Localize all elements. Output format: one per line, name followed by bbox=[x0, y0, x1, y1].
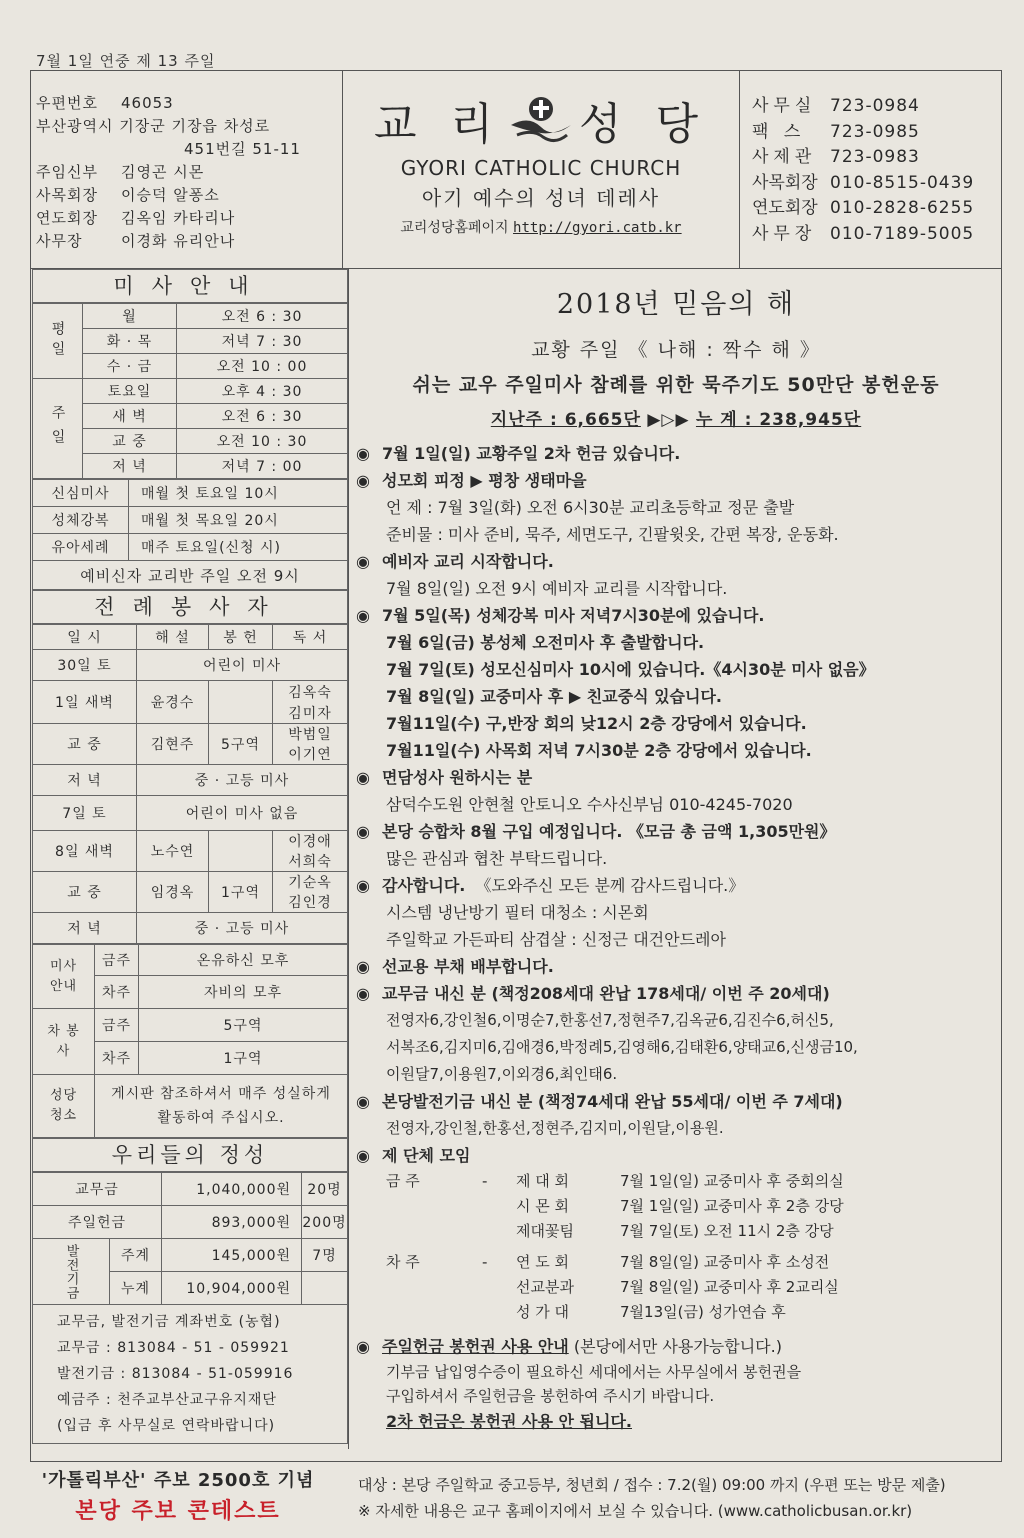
church-logo: 교 리 성 당 bbox=[343, 88, 739, 152]
announcement-item: ◉ 선교용 부채 배부합니다. bbox=[356, 953, 996, 980]
table-row: 김미자 bbox=[33, 702, 348, 724]
announcement-item: ◉ 본당 승합차 8월 구입 예정입니다. 《모금 총 금액 1,305만원》 bbox=[356, 818, 996, 845]
info-row: 451번길 51-11 bbox=[184, 140, 301, 158]
homepage: 교리성당홈페이지 http://gyori.catb.kr bbox=[400, 220, 682, 236]
table-row: 30일 토 어린이 미사 bbox=[33, 650, 348, 681]
contest-banner: '가톨릭부산' 주보 2500호 기념 본당 주보 콘테스트 bbox=[41, 1470, 315, 1524]
table-row: 일 시 해 설 봉 헌 독 서 bbox=[33, 625, 348, 650]
offering-title: 우리들의 정성 bbox=[32, 1138, 348, 1172]
group-meetings: 금 주 - 제 대 회 7월 1일(일) 교중미사 후 중회의실 시 몬 회 7월 1일(일) 교중미사 후 2층 강당 제대꽃팀 7월 7일(토) 오전 11시 2층 강당 차 주 - 연 도 회 7월 8일(일) 교중미사 후 소성전 선교분과 7월 8일(일) 교중미사 후 2교리실 성 가 대 7월13일(금) 성가연습 후 bbox=[386, 1172, 844, 1321]
info-row: 부산광역시 기장군 기장읍 차성로 bbox=[36, 117, 271, 135]
parish-info bbox=[36, 92, 336, 253]
table-row: 1일 새벽 윤경수 김옥숙 bbox=[33, 681, 348, 703]
account-line: 발전기금 : 813084 - 51-059916 bbox=[57, 1366, 294, 1382]
table-row: 예비신자 교리반 주일 오전 9시 bbox=[33, 561, 348, 590]
table-row: 주일헌금 893,000원 200명 bbox=[33, 1206, 348, 1239]
arrow-icon: ▶▷▶ bbox=[647, 410, 690, 430]
info-row: 우편번호 46053 bbox=[36, 94, 174, 112]
contact-row: 팩 스 723-0985 bbox=[752, 121, 920, 142]
table-row: 김인경 bbox=[33, 892, 348, 913]
announcement-item: ◉ 면담성사 원하시는 분 bbox=[356, 764, 996, 791]
account-line: 예금주 : 천주교부산교구유지재단 bbox=[57, 1392, 277, 1408]
contact-row: 연도회장 010-2828-6255 bbox=[752, 198, 975, 218]
table-row: 저 녁 중 · 고등 미사 bbox=[33, 765, 348, 796]
table-row: 발전기금 주계 145,000원 7명 bbox=[33, 1239, 348, 1272]
patron-saint: 아기 예수의 성녀 데레사 bbox=[421, 186, 661, 210]
bullet-icon: ◉ bbox=[356, 1337, 370, 1356]
offering-table bbox=[32, 1172, 348, 1444]
table-row: 저 녁 저녁 7 : 00 bbox=[33, 454, 348, 479]
contact-numbers bbox=[752, 94, 992, 247]
church-english-name: GYORI CATHOLIC CHURCH bbox=[400, 156, 682, 180]
info-row: 사목회장 이승덕 알퐁소 bbox=[36, 186, 220, 204]
rosary-count-line: 지난주 : 6,665단 ▶▷▶ 누 계 : 238,945단 bbox=[490, 410, 862, 430]
bullet-icon: ◉ bbox=[356, 957, 370, 976]
cross-emblem-icon bbox=[509, 95, 573, 145]
table-row: 교 중 오전 10 : 30 bbox=[33, 429, 348, 454]
contest-details: 대상 : 본당 주일학교 중고등부, 청년회 / 접수 : 7.2(월) 09:00 까지 (우편 또는 방문 제출) ※ 자세한 내용은 교구 홈페이지에서 보실 수 있습니다. (www.catholicbusan.or.kr) bbox=[358, 1476, 946, 1520]
bullet-icon: ◉ bbox=[356, 822, 370, 841]
servers-title: 전례봉사자 bbox=[32, 590, 348, 624]
church-masthead bbox=[342, 70, 740, 268]
contact-row: 사목회장 010-8515-0439 bbox=[752, 172, 975, 193]
contact-row: 사무실 723-0984 bbox=[752, 96, 920, 116]
contact-row: 사무장 010-7189-5005 bbox=[752, 223, 975, 244]
column-divider bbox=[348, 269, 349, 1449]
announcement-item: ◉ 제 단체 모임 bbox=[356, 1142, 996, 1169]
table-row: 성체강복 매월 첫 목요일 20시 bbox=[33, 507, 348, 534]
special-mass-table bbox=[32, 479, 348, 590]
table-row: 이기연 bbox=[33, 744, 348, 765]
rosary-campaign-line: 쉬는 교우 주일미사 참례를 위한 묵주기도 50만단 봉헌운동 bbox=[412, 374, 940, 396]
table-row: 교 중 임경옥 1구역 기순옥 bbox=[33, 872, 348, 893]
announcement-item: ◉ 7월 1일(일) 교황주일 2차 헌금 있습니다. bbox=[356, 440, 996, 467]
right-column bbox=[356, 276, 996, 1435]
account-title: 교무금, 발전기금 계좌번호 (농협) bbox=[57, 1314, 281, 1330]
left-column bbox=[32, 269, 348, 1444]
mass-schedule-table bbox=[32, 303, 348, 479]
table-row: 새 벽 오전 6 : 30 bbox=[33, 404, 348, 429]
bullet-icon: ◉ bbox=[356, 606, 370, 625]
bullet-icon: ◉ bbox=[356, 471, 370, 490]
table-row: 유아세례 매주 토요일(신청 시) bbox=[33, 534, 348, 561]
table-row: 차주 자비의 모후 bbox=[33, 976, 348, 1009]
announcement-item: ◉ 본당발전기금 내신 분 (책정74세대 완납 55세대/ 이번 주 7세대) bbox=[356, 1088, 996, 1115]
bullet-icon: ◉ bbox=[356, 1146, 370, 1165]
table-row: 교무금 1,040,000원 20명 bbox=[33, 1173, 348, 1206]
pope-sunday-line: 교황 주일 《 나해 : 짝수 해 》 bbox=[531, 339, 821, 361]
table-row: 8일 새벽 노수연 이경애 bbox=[33, 831, 348, 852]
announcement-item: ◉ 7월 5일(목) 성체강복 미사 저녁7시30분에 있습니다. bbox=[356, 602, 996, 629]
table-row: 화 · 목 저녁 7 : 30 bbox=[33, 329, 348, 354]
table-row: 미사 안내 금주 온유하신 모후 bbox=[33, 945, 348, 976]
bullet-icon: ◉ bbox=[356, 876, 370, 895]
info-row: 사무장 이경화 유리안나 bbox=[36, 232, 236, 250]
mass-title: 미사안내 bbox=[32, 269, 348, 303]
announcement-item: ◉ 교무금 내신 분 (책정208세대 완납 178세대/ 이번 주 20세대) bbox=[356, 980, 996, 1007]
table-row: 서희숙 bbox=[33, 851, 348, 872]
info-row: 주임신부 김영곤 시몬 bbox=[36, 163, 205, 181]
announcement-item: ◉ 성모회 피정 ▶ 평창 생태마을 bbox=[356, 467, 996, 494]
bullet-icon: ◉ bbox=[356, 768, 370, 787]
table-row: 주일 토요일 오후 4 : 30 bbox=[33, 379, 348, 404]
date-line: 7월 1일 연중 제 13 주일 bbox=[36, 52, 216, 70]
liturgy-servers-table bbox=[32, 624, 348, 944]
table-row: 성당 청소 게시판 참조하셔서 매주 성실하게 활동하여 주십시오. bbox=[33, 1075, 348, 1138]
bullet-icon: ◉ bbox=[356, 552, 370, 571]
table-row: 차 봉사 금주 5구역 bbox=[33, 1009, 348, 1042]
bullet-icon: ◉ bbox=[356, 984, 370, 1003]
duty-table bbox=[32, 944, 348, 1138]
bullet-icon: ◉ bbox=[356, 1092, 370, 1111]
table-row: 교 중 김현주 5구역 박범일 bbox=[33, 724, 348, 745]
homepage-link[interactable]: http://gyori.catb.kr bbox=[513, 220, 682, 236]
table-row bbox=[33, 1305, 348, 1444]
info-row: 연도회장 김옥임 카타리나 bbox=[36, 209, 236, 227]
announcement-item: ◉ 예비자 교리 시작합니다. bbox=[356, 548, 996, 575]
account-line: 교무금 : 813084 - 51 - 059921 bbox=[57, 1340, 290, 1356]
table-row: 수 · 금 오전 10 : 00 bbox=[33, 354, 348, 379]
table-row: 7일 토 어린이 미사 없음 bbox=[33, 796, 348, 831]
account-line: (입금 후 사무실로 연락바랍니다) bbox=[57, 1418, 276, 1434]
table-row: 누계 10,904,000원 bbox=[33, 1272, 348, 1305]
announcement-item: ◉ 감사합니다. 《도와주신 모든 분께 감사드립니다.》 bbox=[356, 872, 996, 899]
table-row: 평일 월 오전 6 : 30 bbox=[33, 304, 348, 329]
announcements: ◉ 7월 1일(일) 교황주일 2차 헌금 있습니다. ◉ 성모회 피정 ▶ 평창 생태마을 언 제 : 7월 3일(화) 오전 6시30분 교리초등학교 정문 출발 준비물 : 미사 준비, 묵주, 세면도구, 긴팔윗옷, 간편 복장, 운동화. ◉ 예비자 교리 시작합니다. 7월 8일(일) 오전 9시 예비자 교리를 시작합니다. ◉ 7월 5일(목) 성체강복 미사 저녁7시30분에 있습니다. 7월 6일(금) 봉성체 오전미사 후 출발합니다. 7월 7일(토) 성모신심미사 10시에 있습니다.《4시30분 미사 없음》 7월 8일(일) 교중미사 후 ▶ 친교중식 있습니다. 7월11일(수) 구,반장 회의 낮12시 2층 강당에서 있습니다. 7월11일(수) 사목회 저녁 7시30분 2층 강당에서 있습니다. ◉ 면담성사 원하시는 분 삼덕수도원 안현철 안토니오 수사신부님 010-4245-7020 ◉ 본당 승합차 8월 구입 예정입니다. 《모금 총 금액 1,305만원》 많은 관심과 협찬 부탁드립니다. ◉ 감사합니다. 《도와주신 모든 분께 감사드립니다.》 시스템 냉난방기 필터 대청소 : 시몬회 주일학교 가든파티 삼겹살 : 신정근 대건안드레아 ◉ 선교용 부채 배부합니다. ◉ 교무금 내신 분 (책정208세대 완납 178세대/ 이번 주 20세대) 전영자6,강인철6,이명순7,한홍선7,정현주7,김옥균6,김진수6,허신5, 서복조6,김지미6,김애경6,박정례5,김영해6,김태환6,양태교6,신생금10, 이원달7,이용원7,이외경6,최인태6. ◉ 본당발전기금 내신 분 (책정74세대 완납 55세대/ 이번 주 7세대) 전영자,강인철,한홍선,정현주,김지미,이원달,이용원. ◉ 제 단체 모임 금 주 - 제 대 회 7월 1일(일) 교중미사 후 중회의실 시 몬 회 7월 1일(일) 교중미사 후 2층 강당 제대꽃팀 7월 7일(토) 오전 11시 2층 강당 차 주 - 연 도 회 7월 8일(일) 교중미사 후 소성전 선교분과 7월 8일(일) 교중미사 후 2교리실 성 가 대 7월13일(금) 성가연습 후 ◉ 주일헌금 봉헌권 사용 안내 (본당에서만 사용가능합니다.) 기부금 납입영수증이 필요하신 세대에서는 사무실에서 봉헌권을 구입하셔서 주일헌금을 봉헌하여 주시기 바랍니다. 2차 헌금은 봉헌권 사용 안 됩니다. bbox=[356, 440, 996, 1435]
table-row: 차주 1구역 bbox=[33, 1042, 348, 1075]
bulletin-page bbox=[30, 48, 1002, 1468]
bullet-icon: ◉ bbox=[356, 444, 370, 463]
year-theme-title: 2018년 믿음의 해 bbox=[556, 289, 796, 320]
contact-row: 사제관 723-0983 bbox=[752, 147, 920, 167]
table-row: 신심미사 매월 첫 토요일 10시 bbox=[33, 480, 348, 507]
announcement-item: ◉ 주일헌금 봉헌권 사용 안내 (본당에서만 사용가능합니다.) bbox=[356, 1333, 996, 1360]
table-row: 저 녁 중 · 고등 미사 bbox=[33, 913, 348, 944]
